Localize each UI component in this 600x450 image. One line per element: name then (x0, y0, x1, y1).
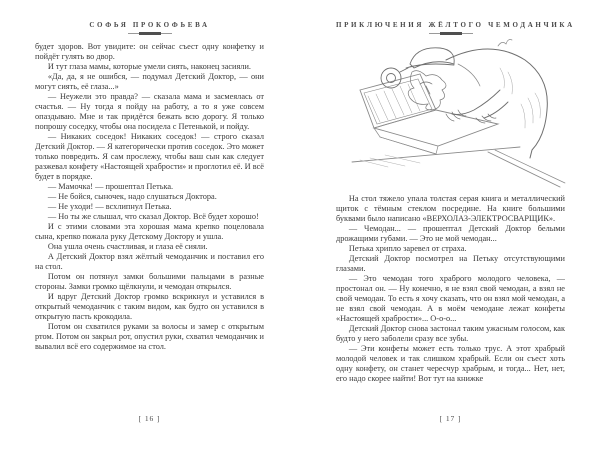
running-head-author: СОФЬЯ ПРОКОФЬЕВА (89, 21, 210, 29)
running-head-title: ПРИКЛЮЧЕНИЯ ЖЁЛТОГО ЧЕМОДАНЧИКА (336, 21, 575, 29)
paragraph: — Не уходи! — всхлипнул Петька. (47, 202, 172, 211)
page-number-right: [ 17 ] (439, 414, 462, 423)
left-page-body-text (35, 42, 264, 387)
paragraph: И вдруг Детский Доктор громко вскрикнул и уставился в открытый чемоданчик с таким видом, как будто он уставился в открытую пасть крокодила. (35, 292, 264, 321)
doctor-over-open-suitcase-illustration (336, 38, 565, 190)
paragraph: Детский Доктор снова застонал таким ужасным голосом, как будто у него заболели сразу все зубы. (336, 324, 565, 343)
left-page (35, 0, 264, 450)
paragraph: А Детский Доктор взял жёлтый чемоданчик и поставил его на стол. (35, 252, 264, 271)
page-number-left: [ 16 ] (138, 414, 161, 423)
paragraph: Петька хрипло заревел от страха. (348, 244, 467, 253)
paragraph: — Никаких соседок! Никаких соседок! — строго сказал Детский Доктор. — Я категорически против соседок. Это может только повредить. Я сам прослежу, чтобы ваш сын как следует разжевал конфету «Настоящей храбрости» и проглотил её. И всё будет в порядке. (35, 132, 264, 181)
paragraph: — Но ты же слышал, что сказал Доктор. Всё будет хорошо! (47, 212, 259, 221)
paragraph: — Неужели это правда? — сказала мама и засмеялась от счастья. — Ну тогда я пойду на работу, а то я уже совсем опаздываю. Мне и так придётся бежать всю дорогу. Я только попрошу соседку, чтобы она посидела с Петенькой, и пойду. (35, 92, 264, 131)
paragraph: Детский Доктор посмотрел на Петьку отсутствующими глазами. (336, 254, 565, 273)
paragraph: — Не бойся, сыночек, надо слушаться Доктора. (47, 192, 217, 201)
paragraph: — Чемодан... — прошептал Детский Доктор белыми дрожащими губами. — Это не мой чемодан... (336, 224, 565, 243)
paragraph: — Это чемодан того храброго молодого человека, — простонал он. — Ну конечно, я не взял свой чемодан, а взял не свой чемодан. То есть я хочу сказать, что он взял мой чемодан, а не взял свой чемодан. А в моём чемодане лежат конфеты «Настоящей храбрости»... О-о-о... (336, 274, 565, 323)
paragraph: И тут глаза мамы, которые умели сиять, наконец засияли. (47, 62, 251, 71)
paragraph: И с этими словами эта хорошая мама крепко поцеловала сына, крепко пожала руку Детскому Доктору и ушла. (35, 222, 264, 241)
paragraph: — Эти конфеты может есть только трус. А этот храбрый молодой человек и так слишком храбрый. Если он съест хоть одну конфету, он станет чересчур храбрым, и тогда... Нет, нет, его надо скорее найти! Вот тут на книжке (336, 344, 565, 383)
paragraph: «Да, да, я не ошибся, — подумал Детский Доктор, — они могут сиять, её глаза...» (35, 72, 264, 91)
header-rule-ornament (429, 33, 473, 34)
header-rule-ornament (128, 33, 172, 34)
paragraph: Потом он схватился руками за волосы и замер с открытым ртом. Потом он закрыл рот, опустил руки, схватил чемоданчик и вывалил всё его содержимое на стол. (35, 322, 264, 351)
paragraph: Потом он потянул замки большими пальцами в разные стороны. Замки громко щёлкнули, и чемодан открылся. (35, 272, 264, 291)
right-page (336, 0, 575, 450)
paragraph: Она ушла очень счастливая, и глаза её сияли. (47, 242, 208, 251)
paragraph: будет здоров. Вот увидите: он сейчас съест одну конфетку и пойдёт гулять во двор. (35, 42, 264, 61)
paragraph: — Мамочка! — прошептал Петька. (47, 182, 174, 191)
right-page-body-text (336, 194, 565, 399)
paragraph: На стол тяжело упала толстая серая книга и металлический щиток с тёмным стеклом посредине. На книге большими буквами было написано «ВЕРХОЛАЗ-ЭЛЕКТРОСВАРЩИК». (336, 194, 565, 223)
